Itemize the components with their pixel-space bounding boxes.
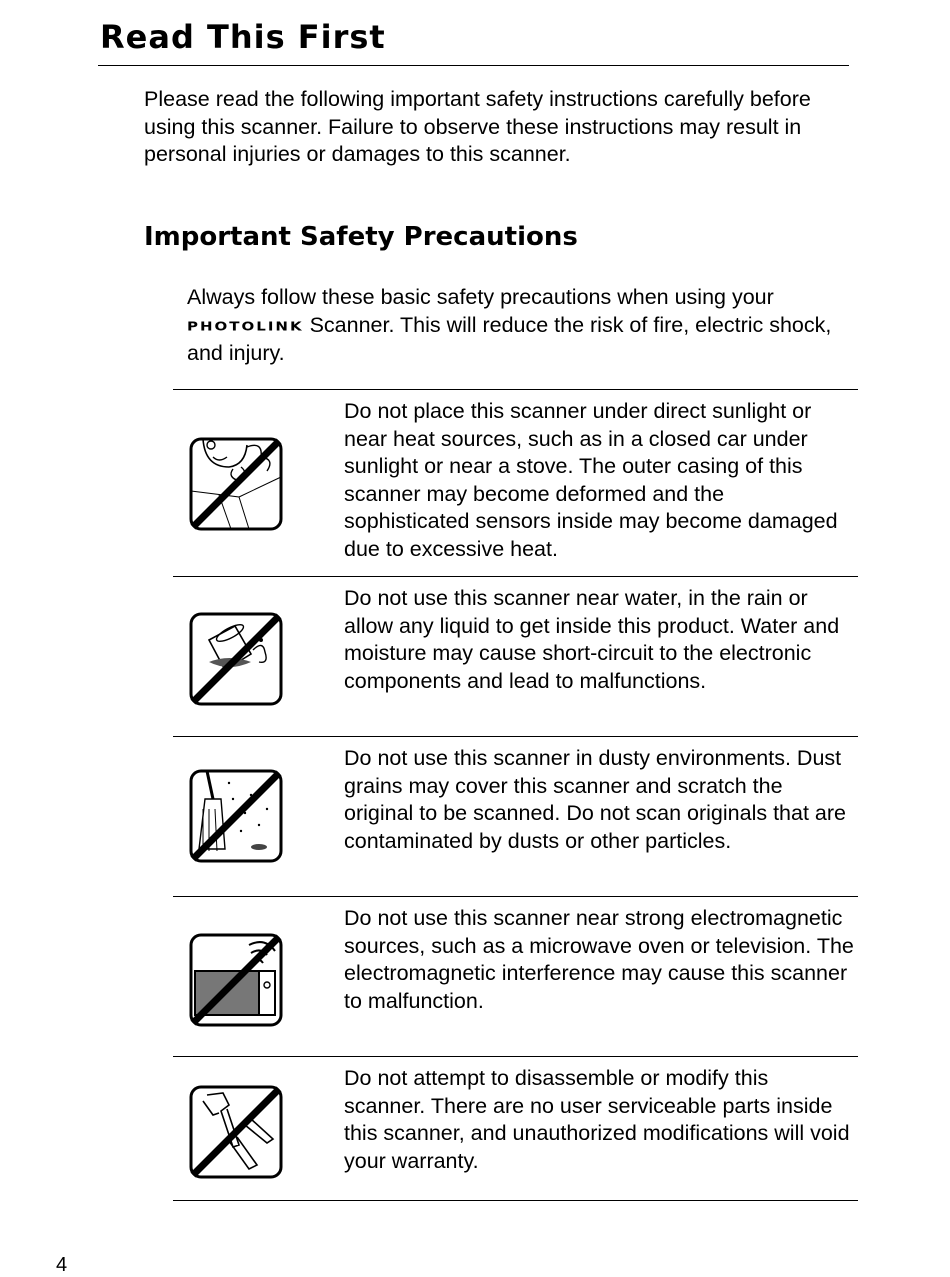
page-number: 4 xyxy=(56,1254,68,1276)
precaution-row-electromagnetic xyxy=(173,896,858,1057)
lead-paragraph xyxy=(187,284,852,368)
precaution-text: Do not attempt to disassemble or modify this scanner. There are no user serviceable parts inside this scanner, and unauthorized modifications will void your warranty. xyxy=(344,1066,850,1173)
precaution-row-disassemble xyxy=(173,1056,858,1201)
no-dust-icon xyxy=(189,769,283,863)
no-sunlight-icon xyxy=(189,437,283,531)
precaution-text: Do not use this scanner near water, in the rain or allow any liquid to get inside this product. Water and moisture may cause short-circuit to the electronic components and lead to malfunctions. xyxy=(344,586,840,693)
intro-paragraph: Please read the following important safety instructions carefully before using this scanner. Failure to observe these instructions may result in personal injuries or damages to this scanner. xyxy=(144,87,811,166)
precaution-row-dust xyxy=(173,736,858,897)
brand-logo: PHOTOLINK xyxy=(187,317,304,334)
precaution-row-sunlight xyxy=(173,389,858,577)
page-title: Read This First xyxy=(100,18,386,56)
lead-text-end: Scanner. This will reduce the risk of fire, electric shock, and injury. xyxy=(187,312,832,365)
title-divider xyxy=(98,65,849,66)
precaution-text: Do not place this scanner under direct sunlight or near heat sources, such as in a closed car under sunlight or near a stove. The outer casing of this scanner may become deformed and the sophisticated sensors inside may become damaged due to excessive heat. xyxy=(344,399,838,561)
no-liquid-icon xyxy=(189,612,283,706)
precaution-row-liquid xyxy=(173,576,858,737)
precaution-text: Do not use this scanner near strong electromagnetic sources, such as a microwave oven or television. The electromagnetic interference may cause this scanner to malfunction. xyxy=(344,906,854,1013)
lead-text-start: Always follow these basic safety precautions when using your xyxy=(187,285,774,309)
precaution-text: Do not use this scanner in dusty environments. Dust grains may cover this scanner and scratch the original to be scanned. Do not scan originals that are contaminated by dusts or other particles. xyxy=(344,746,846,853)
no-electromagnetic-icon xyxy=(189,933,283,1027)
section-heading: Important Safety Precautions xyxy=(144,222,578,252)
no-disassemble-icon xyxy=(189,1085,283,1179)
